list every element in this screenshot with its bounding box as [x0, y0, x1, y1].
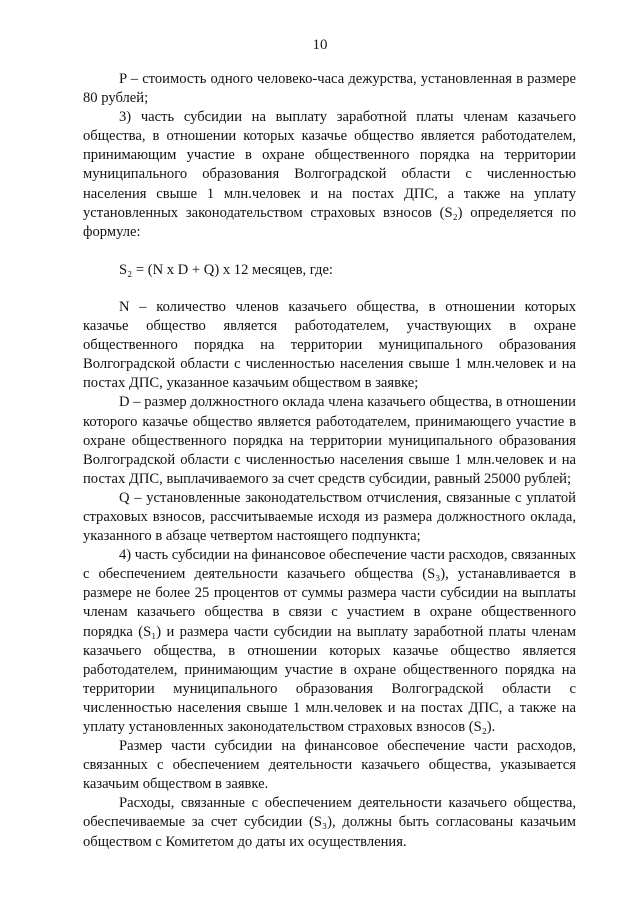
paragraph-s3-size: Размер части субсидии на финансовое обеспечение части расходов, связанных с обеспечением деятельности казачьего общества, указывается казачьим обществом в заявке. — [83, 738, 576, 793]
document-body — [83, 70, 576, 852]
paragraph-n-definition: N – количество членов казачьего общества, в отношении которых казачье общество является работодателем, участвующих в охране общественного порядка на территории муниципального образования Волгоградской области с численностью населения свыше 1 млн.человек и на постах ДПС, указанное казачьим обществом в заявке; — [83, 298, 576, 392]
formula-s2: S₂ = (N x D + Q) x 12 месяцев, где: — [119, 261, 333, 278]
paragraph-d-definition: D – размер должностного оклада члена казачьего общества, в отношении которого казачье общество является работодателем, принимающего участие в охране общественного порядка на территории муниципального образования Волгоградской области с численностью населения свыше 1 млн.человек и на постах ДПС, выплачиваемого за счет средств субсидии, равный 25000 рублей; — [83, 394, 576, 487]
paragraph-item-4: 4) часть субсидии на финансовое обеспечение части расходов, связанных с обеспечением деятельности казачьего общества (S₃), устанавливается в размере не более 25 процентов от суммы размера части субсидии на выплаты членам казачьего общества в связи с участием в охране общественного порядка (S₁) и размера части субсидии на выплату заработной платы членам казачьего общества, в отношении которых казачье общество является работодателем, принимающим участие в охране общественного порядка на территории муниципального образования Волгоградской области с численностью населения свыше 1 млн.человек и на постах ДПС, а также на уплату установленных законодательством страховых взносов (S₂). — [83, 547, 576, 735]
paragraph-q-definition: Q – установленные законодательством отчисления, связанные с уплатой страховых взносов, рассчитываемые исходя из размера должностного оклада, указанного в абзаце четвертом настоящего подпункта; — [83, 489, 576, 545]
paragraph-item-3: 3) часть субсидии на выплату заработной платы членам казачьего общества, в отношении которых казачье общество является работодателем, принимающим участие в охране общественного порядка на территории муниципального образования Волгоградской области с численностью населения свыше 1 млн.человек и на постах ДПС, а также на уплату установленных законодательством страховых взносов (S₂) определяется по формуле: — [83, 109, 576, 240]
paragraph-p-definition: P – стоимость одного человеко-часа дежурства, установленная в размере 80 рублей; — [83, 71, 576, 107]
page-number: 10 — [312, 37, 328, 53]
paragraph-expenses: Расходы, связанные с обеспечением деятельности казачьего общества, обеспечиваемые за счет субсидии (S₃), должны быть согласованы казачьим обществом с Комитетом до даты их осуществления. — [83, 795, 576, 850]
